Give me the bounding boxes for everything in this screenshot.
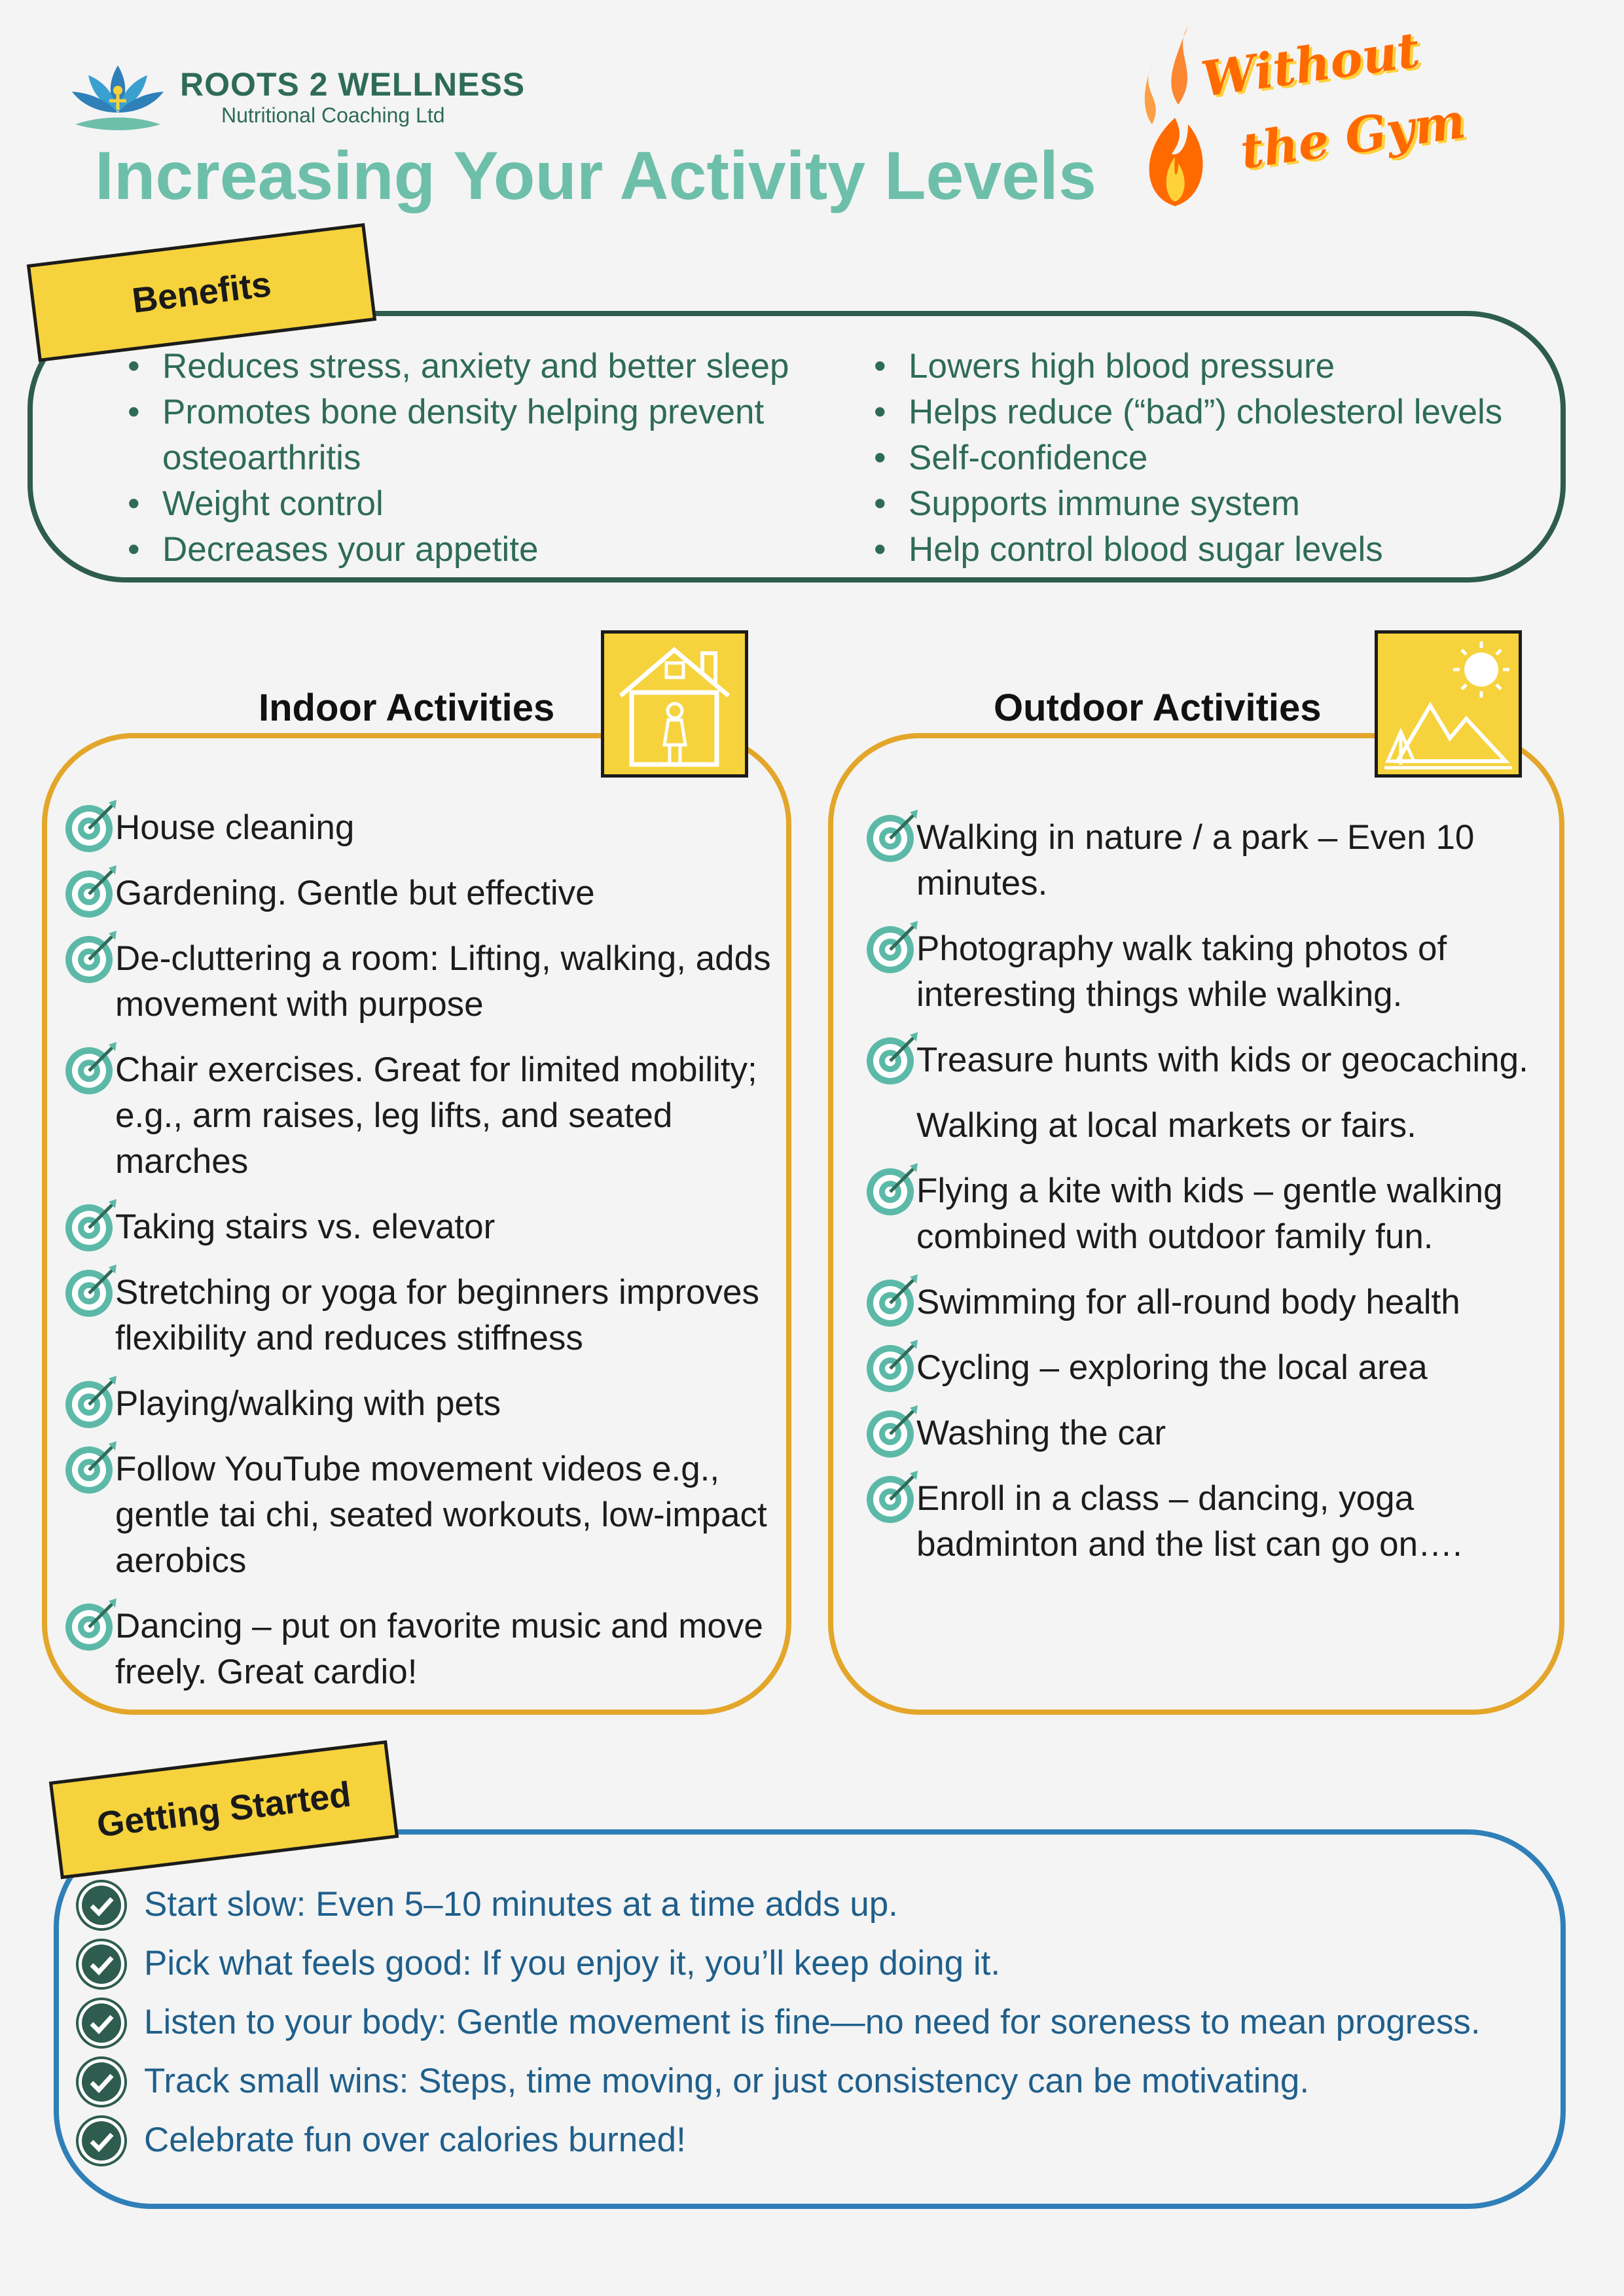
benefit-item: • Weight control — [128, 481, 874, 527]
target-arrow-icon — [864, 807, 923, 866]
target-arrow-icon — [864, 1468, 923, 1527]
list-item — [75, 2058, 1548, 2104]
list-item — [63, 1047, 789, 1185]
list-item-text: Washing the car — [916, 1414, 1166, 1452]
target-arrow-icon — [63, 928, 122, 987]
benefit-item: • Lowers high blood pressure — [874, 344, 1555, 389]
target-arrow-icon — [63, 797, 122, 856]
target-arrow-icon — [63, 1262, 122, 1321]
target-arrow-icon — [864, 918, 923, 977]
list-item-text: Walking in nature / a park – Even 10 minutes. — [916, 818, 1475, 903]
list-item — [864, 1037, 1558, 1083]
benefit-item: • Reduces stress, anxiety and better sleep — [128, 344, 874, 389]
list-item-text: Treasure hunts with kids or geocaching. — [916, 1041, 1528, 1079]
list-item-text: Photography walk taking photos of interesting things while walking. — [916, 929, 1447, 1014]
target-arrow-icon — [864, 1030, 923, 1088]
benefit-item: • Decreases your appetite — [128, 527, 874, 573]
indoor-list — [63, 805, 789, 1715]
list-item — [75, 1941, 1548, 1986]
target-arrow-icon — [63, 1373, 122, 1432]
brand-subtitle: Nutritional Coaching Ltd — [221, 103, 445, 127]
house-icon — [601, 630, 748, 778]
target-arrow-icon — [864, 1337, 923, 1396]
list-item — [63, 1604, 789, 1695]
list-item — [63, 805, 789, 851]
check-circle-icon — [75, 2056, 128, 2108]
list-item-text: Playing/walking with pets — [115, 1384, 501, 1423]
benefits-label: Benefits — [27, 223, 376, 362]
list-item-text: Walking at local markets or fairs. — [916, 1106, 1416, 1145]
target-arrow-icon — [864, 1272, 923, 1331]
list-item — [864, 1103, 1558, 1149]
indoor-title: Indoor Activities — [259, 687, 555, 729]
target-arrow-icon — [63, 863, 122, 922]
list-item — [75, 1882, 1548, 1928]
target-arrow-icon — [63, 1039, 122, 1098]
list-item-text: Swimming for all-round body health — [916, 1283, 1460, 1321]
list-item — [864, 1168, 1558, 1260]
list-item-text: Dancing – put on favorite music and move freely. Great cardio! — [115, 1607, 763, 1691]
list-item — [63, 870, 789, 916]
list-item-text: Track small wins: Steps, time moving, or just consistency can be motivating. — [144, 2062, 1310, 2100]
list-item-text: Follow YouTube movement videos e.g., gentle tai chi, seated workouts, low-impact aerobics — [115, 1450, 767, 1580]
target-arrow-icon — [63, 1196, 122, 1255]
list-item-text: Taking stairs vs. elevator — [115, 1208, 496, 1246]
list-item-text: Chair exercises. Great for limited mobility; e.g., arm raises, leg lifts, and seated marches — [115, 1050, 757, 1181]
list-item — [63, 1446, 789, 1584]
benefits-list-left — [128, 344, 874, 573]
list-item — [864, 1280, 1558, 1325]
check-circle-icon — [75, 1938, 128, 1990]
list-item — [864, 926, 1558, 1018]
list-item-text: Pick what feels good: If you enjoy it, you’ll keep doing it. — [144, 1944, 1001, 1982]
check-circle-icon — [75, 1879, 128, 1931]
check-circle-icon — [75, 1997, 128, 2049]
outdoor-title: Outdoor Activities — [994, 687, 1322, 729]
getting-started-list — [75, 1882, 1548, 2176]
list-item-text: Start slow: Even 5–10 minutes at a time adds up. — [144, 1885, 898, 1924]
list-item — [75, 2117, 1548, 2163]
benefit-item: • Self-confidence — [874, 435, 1555, 481]
list-item-text: House cleaning — [115, 808, 355, 847]
benefit-item: • Supports immune system — [874, 481, 1555, 527]
list-item — [864, 1345, 1558, 1391]
target-arrow-icon — [63, 1596, 122, 1655]
list-item — [63, 1204, 789, 1250]
sun-mountain-icon — [1375, 630, 1522, 778]
lotus-logo-icon — [69, 59, 167, 137]
benefit-item: • Helps reduce (“bad”) cholesterol levels — [874, 389, 1555, 435]
list-item-text: Enroll in a class – dancing, yoga badminton and the list can go on…. — [916, 1479, 1462, 1564]
list-item — [63, 1381, 789, 1427]
list-item — [63, 936, 789, 1028]
page-title: Increasing Your Activity Levels — [95, 138, 1096, 214]
list-item-text: Stretching or yoga for beginners improves flexibility and reduces stiffness — [115, 1273, 759, 1357]
list-item-text: Celebrate fun over calories burned! — [144, 2121, 686, 2159]
list-item — [864, 1476, 1558, 1568]
badge-line-1: Without — [1198, 22, 1423, 109]
benefit-item: • Promotes bone density helping prevent osteoarthritis — [128, 389, 874, 481]
target-arrow-icon — [63, 1439, 122, 1498]
list-item — [75, 2000, 1548, 2045]
list-item — [864, 815, 1558, 906]
list-item-text: Cycling – exploring the local area — [916, 1348, 1428, 1387]
outdoor-list — [864, 815, 1558, 1587]
list-item-text: Listen to your body: Gentle movement is fine—no need for soreness to mean progress. — [144, 2003, 1481, 2041]
list-item — [63, 1270, 789, 1361]
target-arrow-icon — [864, 1403, 923, 1462]
target-arrow-icon — [864, 1160, 923, 1219]
getting-started-label: Getting Started — [49, 1740, 399, 1879]
brand-name: ROOTS 2 WELLNESS — [180, 66, 526, 103]
list-item-text: Flying a kite with kids – gentle walking combined with outdoor family fun. — [916, 1172, 1503, 1256]
benefit-item: • Help control blood sugar levels — [874, 527, 1555, 573]
list-item-text: De-cluttering a room: Lifting, walking, adds movement with purpose — [115, 939, 771, 1024]
list-item — [864, 1410, 1558, 1456]
benefits-list-right — [874, 344, 1555, 573]
list-item-text: Gardening. Gentle but effective — [115, 874, 595, 912]
check-circle-icon — [75, 2115, 128, 2167]
badge-line-2: the Gym — [1237, 92, 1469, 181]
